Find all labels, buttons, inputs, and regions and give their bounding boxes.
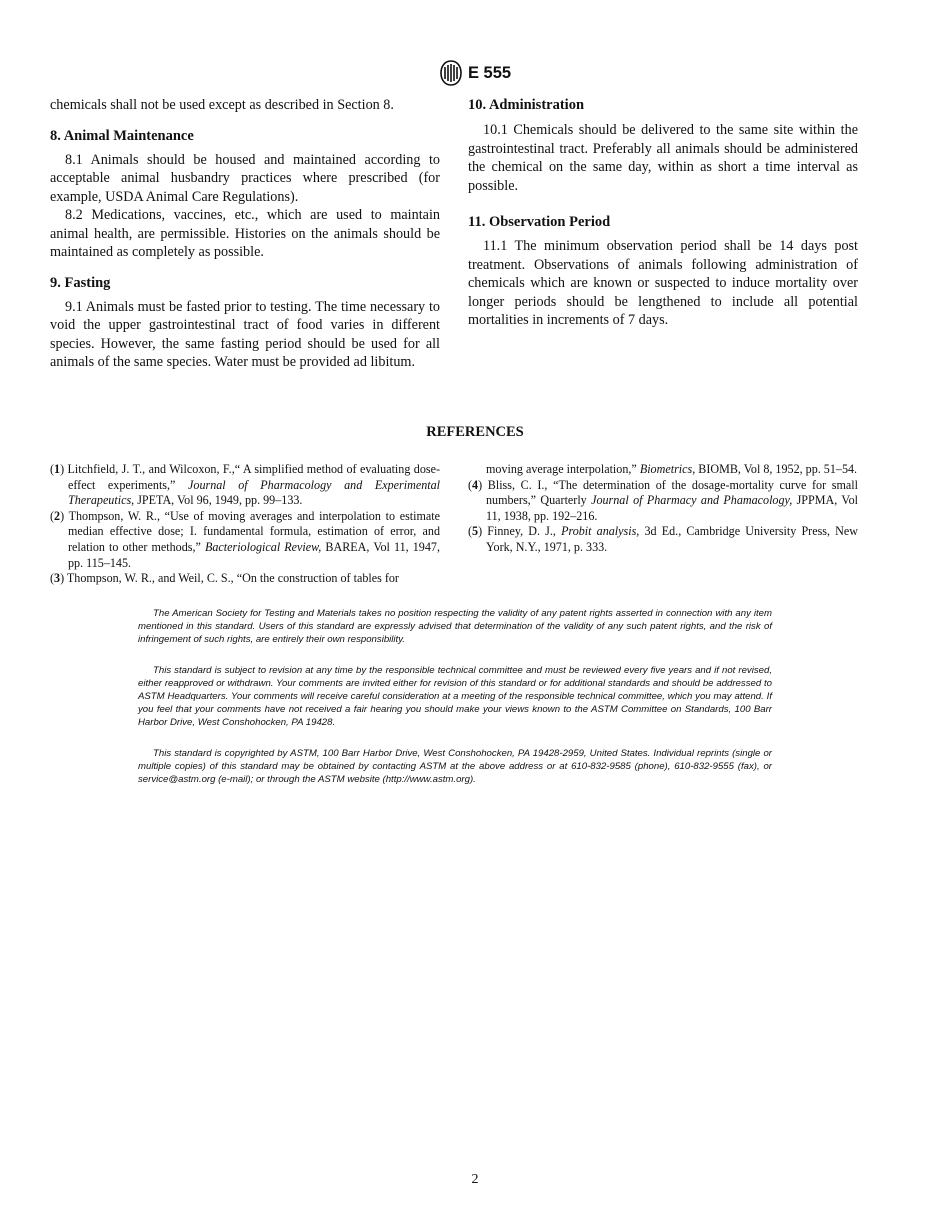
right-column bbox=[468, 96, 858, 330]
references-right-column bbox=[468, 462, 858, 556]
references-left-column bbox=[50, 462, 440, 587]
astm-logo-icon bbox=[439, 60, 463, 86]
continuation-text: chemicals shall not be used except as described in Section 8. bbox=[50, 97, 394, 113]
reference-5: (5) Finney, D. J., Probit analysis, 3d Ed., Cambridge University Press, New York, N.Y., 1971, p. 333. bbox=[468, 524, 858, 554]
ref-number: 3 bbox=[54, 571, 61, 586]
reference-3-continued: moving average interpolation,” Biometrics, BIOMB, Vol 8, 1952, pp. 51–54. bbox=[486, 462, 858, 476]
section-10-heading: 10. Administration bbox=[468, 97, 585, 113]
page-number: 2 bbox=[471, 1172, 479, 1187]
patent-notice: The American Society for Testing and Materials takes no position respecting the validity of any patent rights asserted in connection with any item mentioned in this standard. Users of this standard are expressly advised that determination of the validity of any such patent rights, and the risk of infringement of such rights, are entirely their own responsibility. bbox=[138, 608, 772, 646]
paragraph-10-1: 10.1 Chemicals should be delivered to the same site within the gastrointestinal tract. Preferably all animals should be administered the chemical on the same day, within as short a time interval as possible. bbox=[468, 122, 858, 194]
ref-number: 4 bbox=[472, 477, 479, 492]
paragraph-8-2: 8.2 Medications, vaccines, etc., which are used to maintain animal health, are permissible. Histories on the animals should be maintained as completely as possible. bbox=[50, 207, 440, 260]
section-9-heading: 9. Fasting bbox=[50, 274, 111, 291]
paragraph-9-1: 9.1 Animals must be fasted prior to testing. The time necessary to void the upper gastrointestinal tract of food varies in different species. However, the same fasting period should be used for all animals of the same species. Water must be provided ad libitum. bbox=[50, 298, 440, 370]
references-title: REFERENCES bbox=[426, 424, 524, 440]
ref-number: 5 bbox=[472, 524, 479, 539]
legal-notices bbox=[138, 607, 772, 803]
paragraph-8-1: 8.1 Animals should be housed and maintained according to acceptable animal husbandry practices where prescribed (for example, USDA Animal Care Regulations). bbox=[50, 151, 440, 205]
section-11-heading: 11. Observation Period bbox=[468, 214, 611, 230]
reference-4: (4) Bliss, C. I., “The determination of the dosage-mortality curve for small numbers,” Quarterly Journal of Pharmacy and Phamacology, JPPMA, Vol 11, 1938, pp. 192–216. bbox=[468, 477, 858, 523]
ref-number: 1 bbox=[54, 462, 61, 476]
reference-1: (1) Litchfield, J. T., and Wilcoxon, F.,“ A simplified method of evaluating dose-effect experiments,” Journal of Pharmacology and Experimental Therapeutics, JPETA, Vol 96, 1949, pp. 99–133. bbox=[50, 462, 441, 508]
paragraph-11-1: 11.1 The minimum observation period shall be 14 days post treatment. Observations of animals following administration of chemicals which are known or suspected to induce mortality over longer periods should be lengthened to include all potential mortalities in increments of 7 days. bbox=[468, 238, 858, 328]
left-column bbox=[50, 96, 440, 372]
standard-designation: E 555 bbox=[467, 63, 512, 82]
reference-2: (2) Thompson, W. R., “Use of moving averages and interpolation to estimate median effective dose; I. fundamental formula, estimation of error, and relation to other methods,” Bacteriological Review, BAREA, Vol 11, 1947, pp. 115–145. bbox=[50, 508, 440, 570]
revision-notice: This standard is subject to revision at any time by the responsible technical committee and must be reviewed every five years and if not revised, either reapproved or withdrawn. Your comments are invited either for revision of this standard or for additional standards and should be addressed to ASTM Headquarters. Your comments will receive careful consideration at a meeting of the responsible technical committee, which you may attend. If you feel that your comments have not received a fair hearing you should make your views known to the ASTM Committee on Standards, 100 Barr Harbor Drive, West Conshohocken, PA 19428. bbox=[138, 664, 772, 729]
reference-3: (3) Thompson, W. R., and Weil, C. S., “On the construction of tables for bbox=[50, 571, 399, 586]
page-header bbox=[0, 60, 950, 86]
ref-number: 2 bbox=[54, 508, 61, 523]
section-8-heading: 8. Animal Maintenance bbox=[50, 127, 194, 144]
copyright-notice: This standard is copyrighted by ASTM, 100 Barr Harbor Drive, West Conshohocken, PA 19428-2959, United States. Individual reprints (single or multiple copies) of this standard may be obtained by contacting ASTM at the above address or at 610-832-9585 (phone), 610-832-9555 (fax), or service@astm.org (e-mail); or through the ASTM website (http://www.astm.org). bbox=[138, 747, 772, 786]
